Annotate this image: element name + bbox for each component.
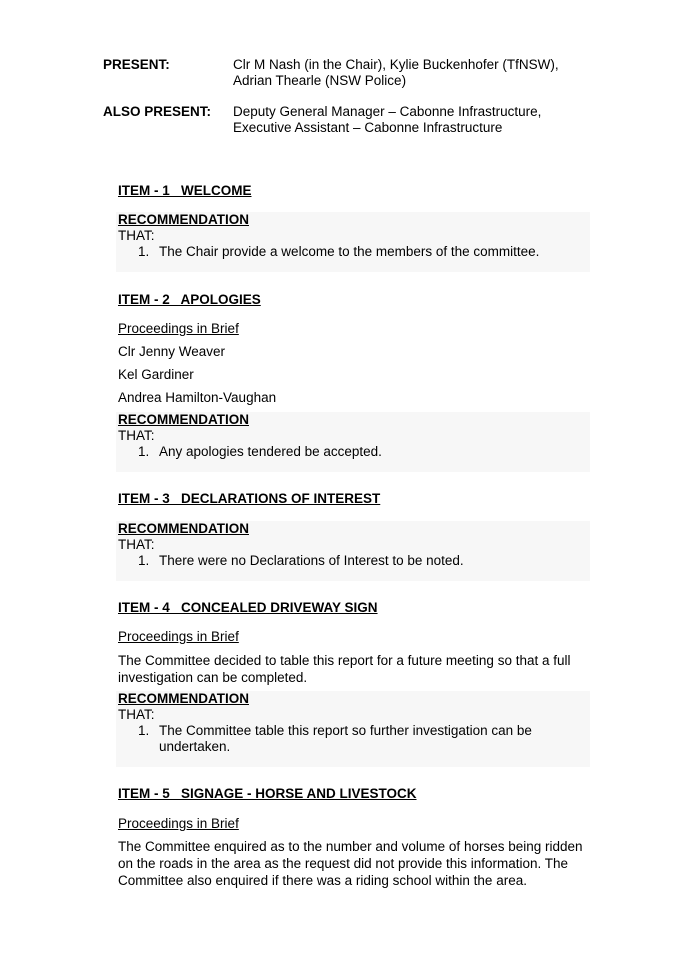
item-1-recommendation-box xyxy=(116,212,590,272)
recommendation-item xyxy=(138,444,382,460)
recommendation-line: The Committee table this report so further investigation can be xyxy=(159,723,532,738)
also-present-line: Deputy General Manager – Cabonne Infrastructure, xyxy=(233,104,542,119)
apology-name: Kel Gardiner xyxy=(118,367,194,382)
also-present-label: ALSO PRESENT: xyxy=(103,104,212,119)
proceedings-in-brief-label: Proceedings in Brief xyxy=(118,629,239,644)
present-label: PRESENT: xyxy=(103,57,170,72)
recommendation-item xyxy=(138,553,464,569)
recommendation-text: The Chair provide a welcome to the members of the committee. xyxy=(159,244,540,259)
proceedings-line: on the roads in the area as the request did not provide this information. The xyxy=(118,856,569,871)
proceedings-paragraph xyxy=(118,838,588,889)
recommendation-heading: RECOMMENDATION xyxy=(118,691,249,706)
recommendation-item xyxy=(138,723,532,755)
recommendation-line: undertaken. xyxy=(159,739,231,754)
apology-name: Andrea Hamilton-Vaughan xyxy=(118,390,277,405)
recommendation-text: There were no Declarations of Interest to be noted. xyxy=(159,553,464,568)
item-2-title: ITEM - 2 APOLOGIES xyxy=(118,292,261,307)
item-2-recommendation-box xyxy=(116,412,590,472)
recommendation-number: 1. xyxy=(138,244,150,259)
proceedings-line: The Committee decided to table this report for a future meeting so that a full xyxy=(118,653,571,668)
that-label: THAT: xyxy=(118,428,155,443)
proceedings-line: The Committee enquired as to the number and volume of horses being ridden xyxy=(118,839,583,854)
proceedings-in-brief-label: Proceedings in Brief xyxy=(118,321,239,336)
recommendation-heading: RECOMMENDATION xyxy=(118,412,249,427)
recommendation-number: 1. xyxy=(138,444,150,459)
item-3-title: ITEM - 3 DECLARATIONS OF INTEREST xyxy=(118,491,381,506)
present-list xyxy=(233,57,559,89)
item-5-title: ITEM - 5 SIGNAGE - HORSE AND LIVESTOCK xyxy=(118,786,417,801)
proceedings-line: investigation can be completed. xyxy=(118,670,308,685)
also-present-list xyxy=(233,104,541,136)
apology-name: Clr Jenny Weaver xyxy=(118,344,226,359)
recommendation-text: Any apologies tendered be accepted. xyxy=(159,444,382,459)
item-3-recommendation-box xyxy=(116,521,590,581)
proceedings-line: Committee also enquired if there was a riding school within the area. xyxy=(118,873,527,888)
proceedings-paragraph xyxy=(118,652,588,686)
recommendation-heading: RECOMMENDATION xyxy=(118,212,249,227)
item-4-title: ITEM - 4 CONCEALED DRIVEWAY SIGN xyxy=(118,600,378,615)
recommendation-number: 1. xyxy=(138,553,150,568)
present-line: Adrian Thearle (NSW Police) xyxy=(233,73,407,88)
that-label: THAT: xyxy=(118,228,155,243)
present-line: Clr M Nash (in the Chair), Kylie Buckenhofer (TfNSW), xyxy=(233,57,559,72)
proceedings-in-brief-label: Proceedings in Brief xyxy=(118,816,239,831)
item-4-recommendation-box xyxy=(116,691,590,767)
recommendation-item xyxy=(138,244,539,260)
recommendation-number: 1. xyxy=(138,723,150,738)
recommendation-text xyxy=(159,723,532,755)
recommendation-heading: RECOMMENDATION xyxy=(118,521,249,536)
that-label: THAT: xyxy=(118,537,155,552)
item-1-title: ITEM - 1 WELCOME xyxy=(118,183,252,198)
that-label: THAT: xyxy=(118,707,155,722)
also-present-line: Executive Assistant – Cabonne Infrastructure xyxy=(233,120,503,135)
